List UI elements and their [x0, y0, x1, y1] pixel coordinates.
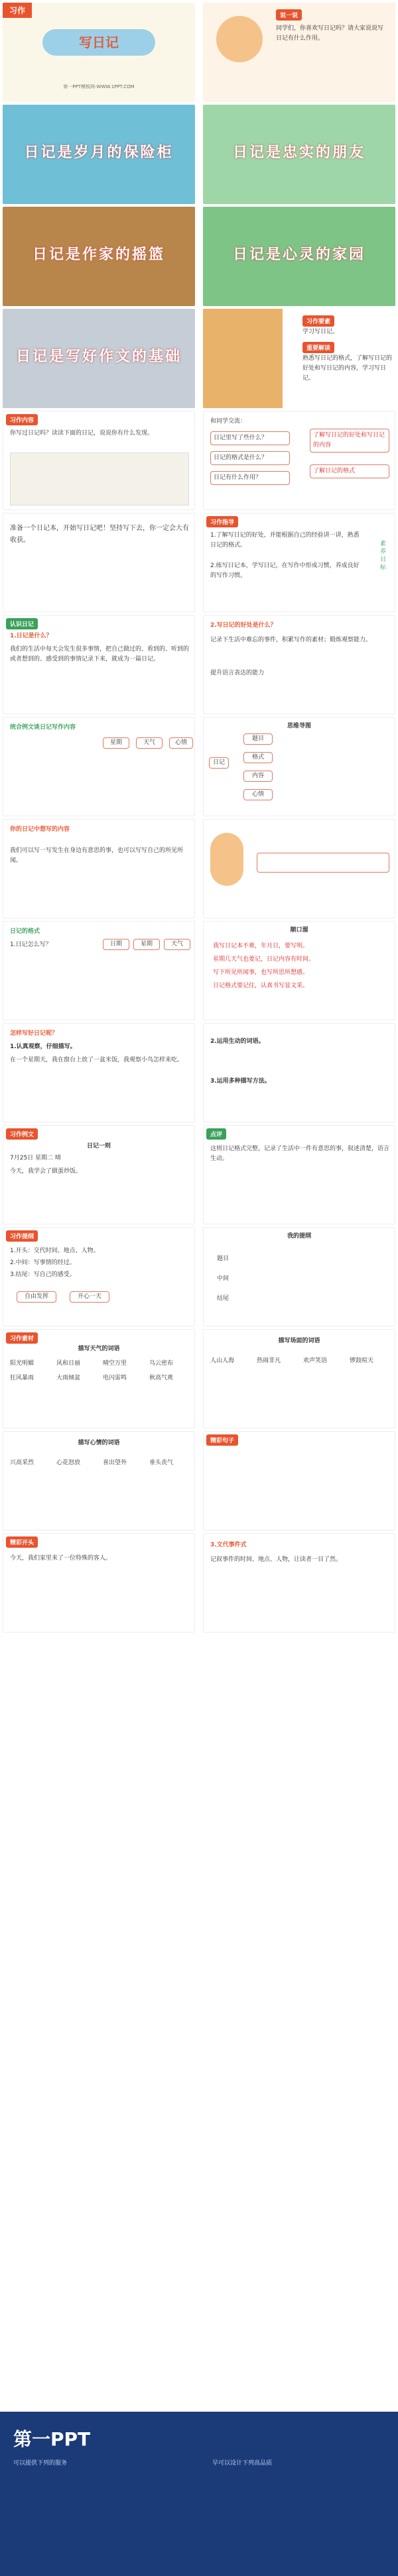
diary-sample-image	[10, 453, 189, 506]
word: 狂风暴雨	[10, 1375, 34, 1381]
title-slide	[3, 3, 195, 102]
answer-box[interactable]	[257, 853, 389, 873]
teach-item: 天气	[136, 737, 163, 749]
mind-row: 格式	[243, 752, 273, 763]
begin-label: 精彩开头	[6, 1536, 38, 1548]
begin-slide	[3, 1533, 195, 1633]
autumn-image	[203, 309, 283, 408]
theme-slide	[3, 105, 195, 204]
child-illustration	[216, 16, 263, 62]
kouji-line: 写下所见所闻事，也写所思所想感。	[213, 969, 309, 976]
questions-slide	[203, 411, 395, 510]
mindmap-slide	[203, 717, 395, 816]
why-answer: 记录下生活中难忘的事件，积累写作的素材；锻炼观察能力。	[210, 637, 372, 643]
kouji-title: 顺口溜	[290, 927, 308, 934]
know-answer: 我们的生活中每天会发生很多事情，把自己做过的、看到的、听到的或者想到的、感受到的事情记录下来，就成为一篇日记。	[10, 646, 190, 663]
format-tag: 天气	[164, 939, 190, 950]
q-item: 日记的格式是什么？	[210, 451, 290, 465]
subtitle: 第一PPT模板网-WWW.1PPT.COM	[63, 84, 135, 89]
word: 电闪雷鸣	[103, 1375, 127, 1381]
sentence-slide	[203, 1431, 395, 1530]
word: 兴高采烈	[10, 1460, 34, 1466]
word: 秋高气爽	[149, 1375, 174, 1381]
teach-title: 统合例文谈日记写作内容	[10, 724, 76, 731]
content-label: 习作内容	[6, 414, 38, 425]
tip-item: 1.开头：交代时间、地点、人物。	[10, 1248, 100, 1254]
kouji-line: 星期几天气也要记，日记内容有时间。	[213, 956, 315, 963]
goal-text: 熟悉写日记的格式，了解写日记的好处和写日记的内容，学习写日记。	[302, 355, 393, 382]
sentence-label: 精彩句子	[206, 1434, 238, 1446]
theme-text: 日记是岁月的保险柜	[24, 144, 174, 161]
word: 晴空万里	[103, 1360, 127, 1367]
method-slide	[203, 1533, 395, 1633]
content-slide	[3, 411, 195, 510]
kouji-line: 日记格式要记住，认真书写显文采。	[213, 983, 309, 989]
method-text: 记叙事件的时间、地点、人物，让读者一目了然。	[210, 1556, 342, 1563]
theme-slide	[203, 105, 395, 204]
footer-right: 早可以设计下列高品质	[212, 2460, 273, 2467]
talk-text: 同学们，你喜欢写日记吗？请大家说说写日记有什么作用。	[276, 25, 384, 42]
begin-text: 今天，我们家里来了一位特殊的客人。	[10, 1555, 112, 1562]
mind-title: 思维导图	[287, 723, 311, 729]
footer-left: 可以提供下列的服务	[13, 2460, 68, 2467]
guide-more: 2.练写日记本，学写日记，在写作中形成习惯，养成良好的写作习惯。	[210, 563, 360, 579]
word: 人山人海	[210, 1358, 235, 1364]
words-slide	[203, 1329, 395, 1428]
talk-slide	[203, 3, 395, 102]
guide-label: 习作指导	[206, 516, 238, 527]
know-slide	[3, 615, 195, 714]
word: 阳光明媚	[10, 1360, 34, 1367]
word: 心花怒放	[56, 1460, 81, 1466]
outline-row: 题目	[217, 1256, 230, 1262]
format-question: 1.日记怎么写？	[10, 941, 52, 948]
tip-tag: 开心一天	[70, 1291, 109, 1303]
format-title: 日记的格式	[10, 928, 40, 935]
theme-slide	[3, 309, 195, 408]
theme-slide	[203, 207, 395, 306]
q-item: 日记里写了些什么？	[210, 431, 290, 445]
how-point: 3.运用多种描写方法。	[210, 1078, 271, 1085]
talk-label: 说一说	[276, 9, 302, 21]
comment-slide	[203, 1125, 395, 1224]
why-question: 2.写日记的好处是什么？	[210, 622, 277, 629]
theme-text: 日记是心灵的家园	[232, 246, 365, 263]
word: 锣鼓喧天	[350, 1358, 374, 1364]
q-item: 日记有什么作用？	[210, 471, 290, 485]
how-point: 1.认真观察，仔细描写。	[10, 1044, 76, 1050]
write-title: 你的日记中想写的内容	[10, 826, 70, 833]
outline-title: 我的提纲	[287, 1233, 311, 1240]
content-prompt: 你写过日记吗？读读下面的日记，说说你有什么发现。	[10, 430, 154, 437]
word: 垂头丧气	[149, 1460, 174, 1466]
word: 乌云密布	[149, 1360, 174, 1367]
words-slide	[3, 1431, 195, 1530]
theme-slide	[3, 207, 195, 306]
word: 喜出望外	[103, 1460, 127, 1466]
tip-tag: 自由发挥	[17, 1291, 56, 1303]
method-label: 3.文代事件式	[210, 1542, 247, 1548]
guide-text: 1.了解写日记的好处，并能根据自己的经验讲一讲，熟悉日记的格式。	[210, 532, 360, 549]
sample-slide	[3, 1125, 195, 1224]
q-title: 和同学交流：	[210, 418, 247, 425]
tag: 习作	[3, 3, 32, 18]
word: 大雨倾盆	[56, 1375, 81, 1381]
why-answer: 提升语言表达的能力	[210, 670, 265, 676]
how-title: 怎样写好日记呢？	[10, 1030, 58, 1037]
words-label: 习作素材	[6, 1332, 38, 1344]
words-slide	[3, 1329, 195, 1428]
kouji-line: 我写日记本不难，年月日，要写明。	[213, 943, 309, 949]
answer: 了解日记的格式	[310, 464, 389, 478]
sample-note: 今天，我学会了做蛋炒饭。	[10, 1168, 82, 1175]
goal-text: 学习写日记。	[302, 329, 339, 335]
child-illustration	[210, 833, 243, 886]
tip-item: 2.中间：写事情的经过。	[10, 1260, 76, 1266]
side-note: 素养目标	[380, 541, 387, 571]
format-slide	[3, 921, 195, 1020]
theme-text: 日记是作家的摇篮	[32, 246, 165, 263]
format-tag: 日期	[103, 939, 129, 950]
how-example: 在一个星期天，我在窗台上放了一盆米饭，我观察小鸟怎样来吃。	[10, 1057, 184, 1063]
sample-title: 日记一则	[86, 1143, 111, 1150]
outline-slide	[203, 1227, 395, 1326]
format-tag: 星期	[133, 939, 160, 950]
kouji-slide	[203, 921, 395, 1020]
why-slide	[203, 615, 395, 714]
footer-brand: 第一PPT	[13, 2428, 91, 2450]
title: 写日记	[42, 29, 155, 56]
how-slide	[3, 1023, 195, 1122]
theme-text: 日记是忠实的朋友	[232, 144, 365, 161]
tip-item: 3.结尾：写自己的感受。	[10, 1271, 76, 1278]
comment-label: 点评	[206, 1128, 226, 1140]
comment-text: 这则日记格式完整，记录了生活中一件有意思的事，叙述清楚，语言生动。	[210, 1146, 390, 1162]
write-slide	[203, 819, 395, 918]
answer: 了解写日记的好处和写日记的内容	[310, 429, 389, 453]
teach-slide	[3, 717, 195, 816]
words-title: 描写天气的词语	[78, 1346, 120, 1352]
final-slide	[3, 513, 195, 612]
know-question: 1.日记是什么？	[10, 633, 52, 639]
how-slide	[203, 1023, 395, 1122]
mind-center: 日记	[209, 757, 229, 769]
word: 欢声笑语	[303, 1358, 328, 1364]
footer	[0, 2412, 398, 2576]
goals-slide	[203, 309, 395, 408]
write-text: 我们可以写一写发生在身边有意思的事，也可以写写自己的所见所闻。	[10, 847, 184, 864]
word: 热闹非凡	[257, 1358, 281, 1364]
goal-label: 习作要素	[302, 315, 334, 327]
final-text: 准备一个日记本，开始写日记吧！坚持写下去，你一定会大有收获。	[10, 525, 189, 544]
words-title: 描写场面的词语	[278, 1338, 320, 1344]
words-title: 描写心情的词语	[78, 1440, 120, 1446]
goal-label: 重要解读	[302, 342, 334, 353]
outline-row: 结尾	[217, 1295, 230, 1302]
sample-label: 习作例文	[6, 1128, 38, 1140]
tip-label: 习作提纲	[6, 1230, 38, 1242]
sample-date: 7月25日 星期二 晴	[10, 1155, 61, 1161]
word: 风和日丽	[56, 1360, 81, 1367]
tip-slide	[3, 1227, 195, 1326]
teach-item: 心情	[169, 737, 193, 749]
teach-item: 星期	[103, 737, 129, 749]
know-label: 认识日记	[6, 618, 38, 629]
write-slide	[3, 819, 195, 918]
mind-row: 内容	[243, 771, 273, 782]
outline-row: 中间	[217, 1275, 230, 1282]
mind-row: 题目	[243, 733, 273, 745]
mind-row: 心情	[243, 789, 273, 800]
how-point: 2.运用生动的词语。	[210, 1038, 265, 1045]
theme-text: 日记是写好作文的基础	[15, 349, 182, 365]
guide-slide	[203, 513, 395, 612]
